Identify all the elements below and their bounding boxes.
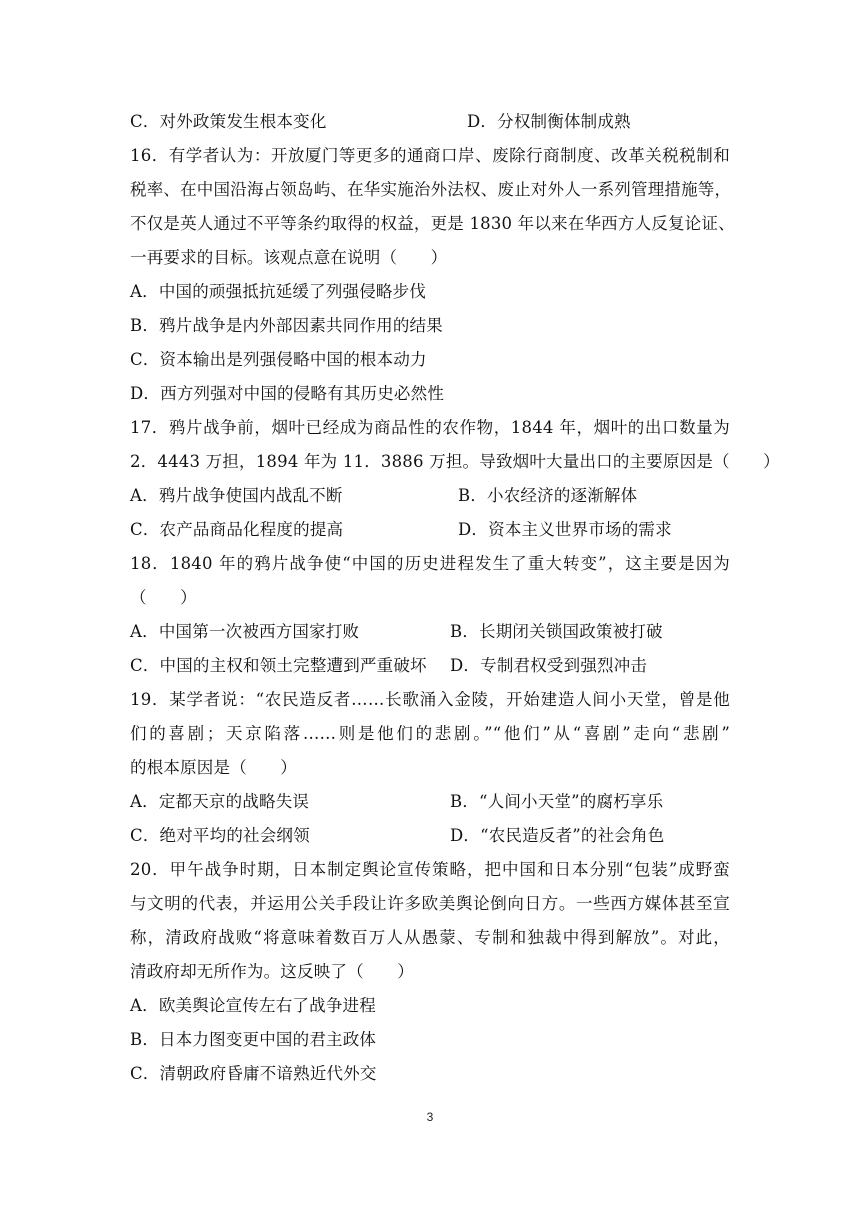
q16-stem-line-1: 16．有学者认为：开放厦门等更多的通商口岸、废除行商制度、改革关税税制和 bbox=[130, 146, 730, 165]
q20-option-c: C．清朝政府昏庸不谙熟近代外交 bbox=[130, 1064, 377, 1083]
q18-stem-line-1: 18．1840 年的鸦片战争使“中国的历史进程发生了重大转变”，这主要是因为 bbox=[130, 554, 730, 573]
q19-option-c: C．绝对平均的社会纲领 bbox=[130, 826, 310, 845]
q19-option-d: D．“农民造反者”的社会角色 bbox=[450, 826, 665, 845]
q17-option-a: A．鸦片战争使国内战乱不断 bbox=[130, 486, 343, 505]
q18-stem-line-2: （ ） bbox=[130, 588, 197, 607]
q15-option-c: C．对外政策发生根本变化 bbox=[130, 112, 327, 131]
q16-stem-line-4: 一再要求的目标。该观点意在说明（ ） bbox=[130, 248, 448, 267]
q18-option-d: D．专制君权受到强烈冲击 bbox=[450, 656, 648, 675]
q17-option-b: B．小农经济的逐渐解体 bbox=[458, 486, 638, 505]
q16-option-d: D．西方列强对中国的侵略有其历史必然性 bbox=[130, 384, 445, 403]
q18-option-b: B．长期闭关锁国政策被打破 bbox=[450, 622, 663, 641]
q18-option-a: A．中国第一次被西方国家打败 bbox=[130, 622, 360, 641]
q20-option-b: B．日本力图变更中国的君主政体 bbox=[130, 1030, 377, 1049]
q16-stem-line-2: 税率、在中国沿海占领岛屿、在华实施治外法权、废止对外人一系列管理措施等， bbox=[130, 180, 732, 199]
q18-option-c: C．中国的主权和领土完整遭到严重破坏 bbox=[130, 656, 427, 675]
q19-stem-line-1: 19．某学者说：“农民造反者……长歌涌入金陵，开始建造人间小天堂，曾是他 bbox=[130, 690, 730, 709]
q16-option-b: B．鸦片战争是内外部因素共同作用的结果 bbox=[130, 316, 443, 335]
q19-stem-line-2: 们的喜剧；天京陷落……则是他们的悲剧。”“他们”从“喜剧”走向“悲剧” bbox=[130, 724, 730, 743]
q16-stem-line-3: 不仅是英人通过不平等条约取得的权益，更是 1830 年以来在华西方人反复论证、 bbox=[130, 214, 735, 233]
q17-stem-line-2: 2．4443 万担，1894 年为 11．3886 万担。导致烟叶大量出口的主要原因是（ ） bbox=[130, 452, 780, 471]
q20-stem-line-1: 20．甲午战争时期，日本制定舆论宣传策略，把中国和日本分别“包装”成野蛮 bbox=[130, 860, 730, 879]
q17-option-d: D．资本主义世界市场的需求 bbox=[458, 520, 672, 539]
q19-option-b: B．“人间小天堂”的腐朽享乐 bbox=[450, 792, 664, 811]
q20-stem-line-2: 与文明的代表，并运用公关手段让许多欧美舆论倒向日方。一些西方媒体甚至宣 bbox=[130, 894, 730, 913]
q20-stem-line-3: 称，清政府战败“将意味着数百万人从愚蒙、专制和独裁中得到解放”。对此， bbox=[130, 928, 730, 947]
q20-option-a: A．欧美舆论宣传左右了战争进程 bbox=[130, 996, 376, 1015]
q16-option-a: A．中国的顽强抵抗延缓了列强侵略步伐 bbox=[130, 282, 427, 301]
q20-stem-line-4: 清政府却无所作为。这反映了（ ） bbox=[130, 962, 414, 981]
q17-stem-line-1: 17．鸦片战争前，烟叶已经成为商品性的农作物，1844 年，烟叶的出口数量为 bbox=[130, 418, 730, 437]
q19-option-a: A．定都天京的战略失误 bbox=[130, 792, 310, 811]
q17-option-c: C．农产品商品化程度的提高 bbox=[130, 520, 344, 539]
q15-option-d: D．分权制衡体制成熟 bbox=[467, 112, 631, 131]
q19-stem-line-3: 的根本原因是（ ） bbox=[130, 758, 297, 777]
page-number: 3 bbox=[426, 1110, 434, 1124]
q16-option-c: C．资本输出是列强侵略中国的根本动力 bbox=[130, 350, 427, 369]
